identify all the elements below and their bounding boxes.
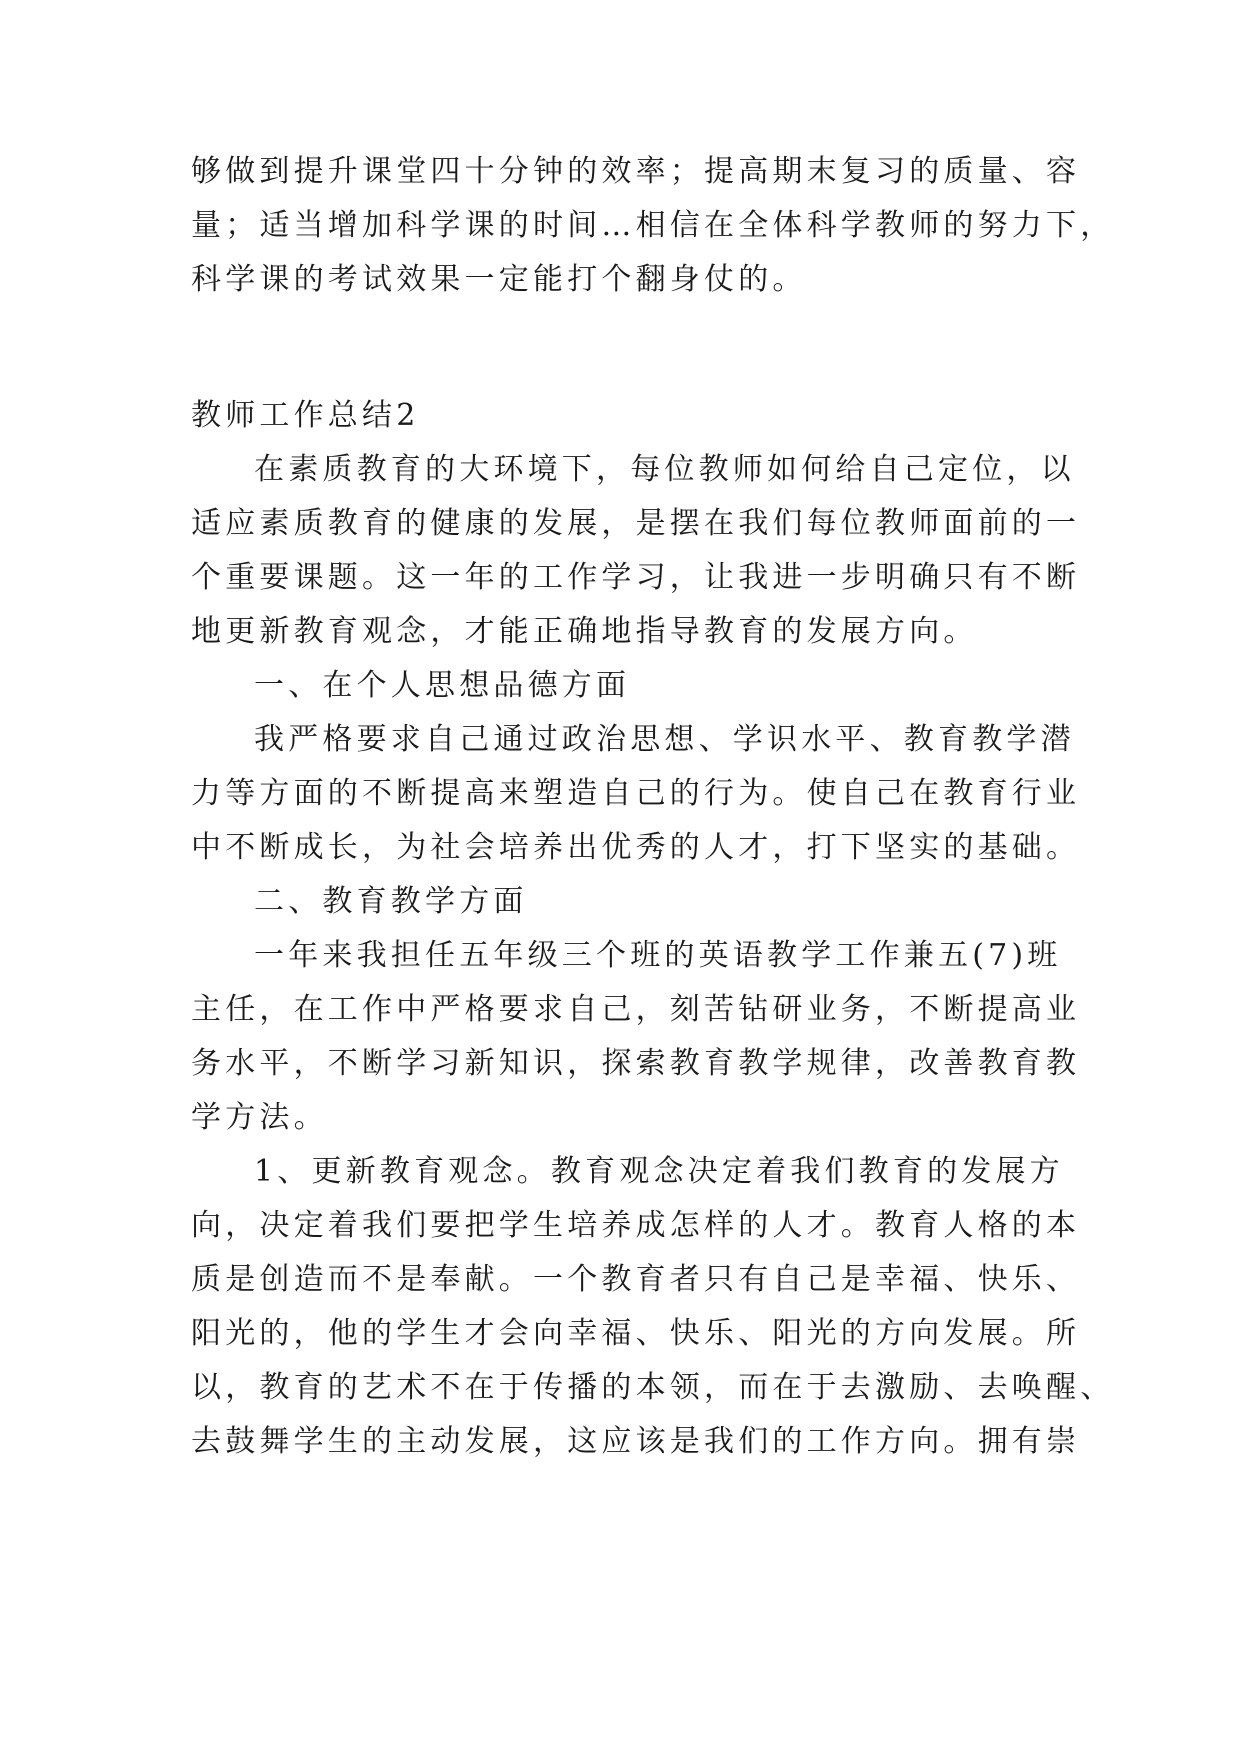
paragraph-line: 我严格要求自己通过政治思想、学识水平、教育教学潜 <box>254 722 1075 757</box>
paragraph-line: 够做到提升课堂四十分钟的效率；提高期末复习的质量、容 <box>191 154 1081 189</box>
paragraph-line: 以，教育的艺术不在于传播的本领，而在于去激励、去唤醒、 <box>191 1370 1115 1405</box>
section-heading: 教师工作总结2 <box>191 398 420 433</box>
paragraph-line: 向，决定着我们要把学生培养成怎样的人才。教育人格的本 <box>191 1208 1081 1243</box>
paragraph-line: 中不断成长，为社会培养出优秀的人才，打下坚实的基础。 <box>191 830 1081 865</box>
paragraph-line: 阳光的，他的学生才会向幸福、快乐、阳光的方向发展。所 <box>191 1316 1081 1351</box>
paragraph-line: 适应素质教育的健康的发展，是摆在我们每位教师面前的一 <box>191 506 1081 541</box>
paragraph-line: 力等方面的不断提高来塑造自己的行为。使自己在教育行业 <box>191 776 1081 811</box>
paragraph-line: 质是创造而不是奉献。一个教育者只有自己是幸福、快乐、 <box>191 1262 1081 1297</box>
paragraph-line: 在素质教育的大环境下，每位教师如何给自己定位，以 <box>254 452 1075 487</box>
paragraph-line: 务水平，不断学习新知识，探索教育教学规律，改善教育教 <box>191 1046 1081 1081</box>
subheading: 二、教育教学方面 <box>254 884 528 919</box>
paragraph-line: 个重要课题。这一年的工作学习，让我进一步明确只有不断 <box>191 560 1081 595</box>
paragraph-line: 去鼓舞学生的主动发展，这应该是我们的工作方向。拥有崇 <box>191 1424 1081 1459</box>
subheading: 一、在个人思想品德方面 <box>254 668 631 703</box>
paragraph-line: 1、更新教育观念。教育观念决定着我们教育的发展方 <box>254 1154 1064 1189</box>
paragraph-line: 科学课的考试效果一定能打个翻身仗的。 <box>191 262 807 297</box>
paragraph-line: 学方法。 <box>191 1100 328 1135</box>
paragraph-line: 主任，在工作中严格要求自己，刻苦钻研业务，不断提高业 <box>191 992 1081 1027</box>
paragraph-line: 量；适当增加科学课的时间…相信在全体科学教师的努力下， <box>191 208 1115 243</box>
paragraph-line: 一年来我担任五年级三个班的英语教学工作兼五(7)班 <box>254 938 1062 973</box>
paragraph-line: 地更新教育观念，才能正确地指导教育的发展方向。 <box>191 614 978 649</box>
